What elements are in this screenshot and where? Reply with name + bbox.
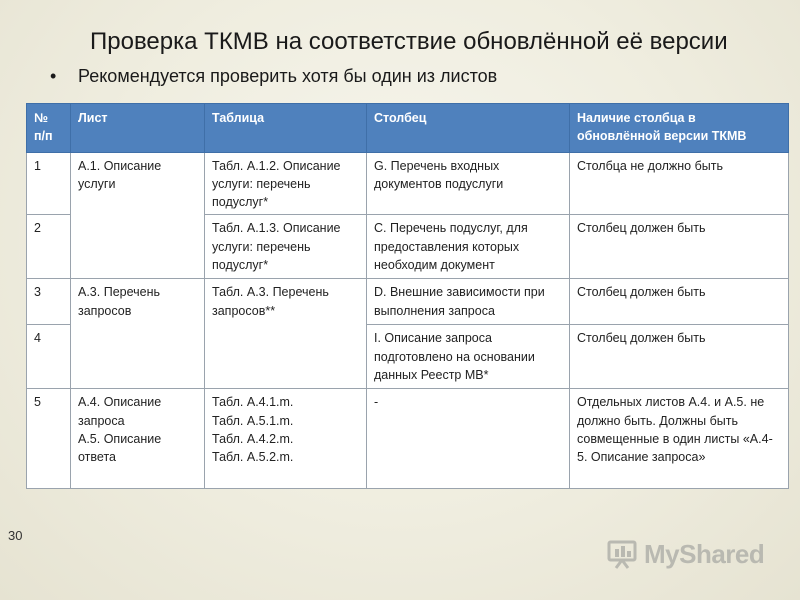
row-num: 4 bbox=[27, 325, 71, 389]
column-cell: I. Описание запроса подготовлено на основании данных Реестр МВ* bbox=[367, 325, 570, 389]
header-sheet: Лист bbox=[71, 104, 205, 153]
presentation-board-icon bbox=[606, 538, 638, 570]
sheet-cell: А.1. Описание услуги bbox=[71, 153, 205, 279]
table-cell: Табл. А.4.1.m. Табл. А.5.1.m. Табл. А.4.2.m. Табл. А.5.2.m. bbox=[205, 389, 367, 489]
header-column: Столбец bbox=[367, 104, 570, 153]
column-cell: G. Перечень входных документов подуслуги bbox=[367, 153, 570, 215]
presence-cell: Столбца не должно быть bbox=[570, 153, 789, 215]
table-row bbox=[27, 279, 789, 325]
table-row bbox=[27, 153, 789, 215]
header-num: № п/п bbox=[27, 104, 71, 153]
presence-cell: Отдельных листов А.4. и А.5. не должно быть. Должны быть совмещенные в один листы «А.4-5. Описание запроса» bbox=[570, 389, 789, 489]
row-num: 3 bbox=[27, 279, 71, 325]
table-cell: Табл. А.3. Перечень запросов** bbox=[205, 279, 367, 389]
row-num: 5 bbox=[27, 389, 71, 489]
table-cell: Табл. А.1.2. Описание услуги: перечень подуслуг* bbox=[205, 153, 367, 215]
header-table: Таблица bbox=[205, 104, 367, 153]
row-num: 1 bbox=[27, 153, 71, 215]
table-header-row bbox=[27, 104, 789, 153]
bullet-point bbox=[50, 66, 497, 87]
presence-cell: Столбец должен быть bbox=[570, 279, 789, 325]
table-cell: Табл. А.1.3. Описание услуги: перечень подуслуг* bbox=[205, 215, 367, 279]
myshared-logo bbox=[606, 536, 764, 572]
bullet-text: Рекомендуется проверить хотя бы один из листов bbox=[78, 66, 498, 86]
table-row bbox=[27, 389, 789, 489]
presence-cell: Столбец должен быть bbox=[570, 215, 789, 279]
page-number: 30 bbox=[8, 528, 23, 543]
watermark-text: MyShared bbox=[644, 538, 765, 569]
row-num: 2 bbox=[27, 215, 71, 279]
sheet-cell: А.4. Описание запроса А.5. Описание ответа bbox=[71, 389, 205, 489]
check-table bbox=[26, 103, 789, 489]
sheet-cell: А.3. Перечень запросов bbox=[71, 279, 205, 389]
header-presence: Наличие столбца в обновлённой версии ТКМВ bbox=[570, 104, 789, 153]
slide-title: Проверка ТКМВ на соответствие обновлённой её версии bbox=[90, 28, 728, 55]
column-cell: - bbox=[367, 389, 570, 489]
column-cell: C. Перечень подуслуг, для предоставления которых необходим документ bbox=[367, 215, 570, 279]
column-cell: D. Внешние зависимости при выполнения запроса bbox=[367, 279, 570, 325]
presence-cell: Столбец должен быть bbox=[570, 325, 789, 389]
bullet-dot-icon: • bbox=[50, 66, 57, 86]
